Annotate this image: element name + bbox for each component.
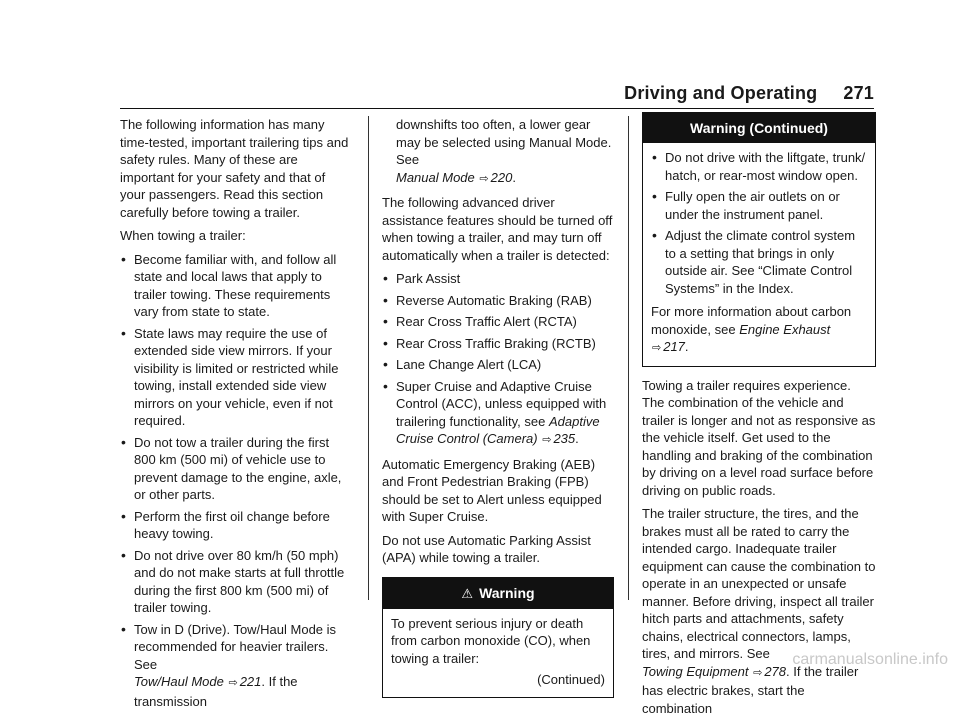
list-item: • Super Cruise and Adaptive Cruise Control (ACC), unless equipped with trailering functionality, see Adaptive Cruise Control (Camera) ⇨ 235. — [382, 378, 614, 450]
towing-lead: When towing a trailer: — [120, 228, 246, 243]
experience-paragraph: Towing a trailer requires experience. The combination of the vehicle and trailer is longer and not as responsive as the vehicle itself. Get used to the handling and braking of the combination by driving on a level road surface before driving on public roads. — [642, 377, 876, 498]
warning-continued-body — [643, 143, 875, 366]
continued-text: downshifts too often, a lower gear may be selected using Manual Mode. See Manual Mode ⇨ 220. — [396, 117, 612, 185]
header-rule — [120, 108, 874, 109]
list-item: • Do not tow a trailer during the first 800 km (500 mi) of vehicle use to prevent damage to the engine, axle, or other parts. — [120, 434, 354, 504]
list-item: • Do not drive with the liftgate, trunk/ hatch, or rear-most window open. — [651, 149, 867, 184]
list-item: • State laws may require the use of extended side view mirrors. If your visibility is limited or restricted while towing, install extended side view mirrors on your vehicle, even if not required. — [120, 325, 354, 430]
list-item: • Fully open the air outlets on or under the instrument panel. — [651, 188, 867, 223]
manual-mode-link[interactable]: Manual Mode — [396, 169, 475, 185]
page-ref-arrow-icon: ⇨ — [542, 434, 552, 446]
towing-equipment-page-ref[interactable]: 278 — [764, 663, 787, 679]
page-ref-arrow-icon: ⇨ — [753, 666, 763, 679]
running-header — [624, 83, 874, 104]
page-number: 271 — [843, 83, 874, 103]
page-ref-arrow-icon: ⇨ — [479, 172, 489, 185]
column-1 — [120, 116, 354, 716]
intro-paragraph: The following information has many time-tested, important trailering tips and safety rules. Many of these are important for your safety and that of your passengers. Read this section carefully before towing a trailer. — [120, 117, 349, 220]
manual-mode-page-ref[interactable]: 220 — [490, 169, 513, 185]
apa-paragraph: Do not use Automatic Parking Assist (APA) while towing a trailer. — [382, 532, 591, 565]
engine-exhaust-page-ref[interactable]: 217 — [663, 339, 685, 354]
aeb-paragraph: Automatic Emergency Braking (AEB) and Front Pedestrian Braking (FPB) should be set to Alert unless equipped with Super Cruise. — [382, 456, 602, 524]
towing-equipment-link[interactable]: Towing Equipment — [642, 663, 749, 679]
column-2 — [382, 116, 614, 698]
warning-continued: (Continued) — [537, 672, 605, 687]
list-item: • Tow in D (Drive). Tow/Haul Mode is recommended for heavier trailers. See Tow/Haul Mode ⇨ 221. If the transmission — [120, 621, 354, 711]
engine-exhaust-link[interactable]: Engine Exhaust — [739, 321, 831, 337]
co-more-info: For more information about carbon monoxide, see Engine Exhaust ⇨ 217. — [651, 304, 852, 354]
acc-page-ref[interactable]: 235 — [553, 431, 576, 446]
tow-haul-page-ref[interactable]: 221 — [239, 674, 262, 689]
towing-tips-list — [120, 251, 354, 711]
warning-title: Warning — [479, 584, 535, 601]
column-divider — [368, 116, 369, 600]
co-safety-list — [651, 149, 867, 297]
list-item: • Rear Cross Traffic Braking (RCTB) — [382, 335, 614, 353]
adas-lead: The following advanced driver assistance features should be turned off when towing a trailer, and may turn off automatically when a trailer is detected: — [382, 195, 613, 263]
list-item: • Do not drive over 80 km/h (50 mph) and do not make starts at full throttle during the first 800 km (500 mi) of trailer towing. — [120, 547, 354, 617]
tow-haul-mode-link[interactable]: Tow/Haul Mode — [134, 674, 224, 689]
warning-box — [382, 577, 614, 698]
warning-triangle-icon: ⚠ — [461, 585, 474, 601]
page-ref-arrow-icon: ⇨ — [228, 677, 238, 689]
page-ref-arrow-icon: ⇨ — [652, 342, 662, 354]
list-item: • Park Assist — [382, 270, 614, 288]
section-title: Driving and Operating — [624, 83, 818, 103]
column-3 — [642, 112, 876, 723]
watermark: carmanualsonline.info — [792, 651, 948, 668]
warning-header — [383, 578, 613, 609]
list-item: • Adjust the climate control system to a setting that brings in only outside air. See “Climate Control Systems” in the Index. — [651, 227, 867, 297]
equipment-paragraph: The trailer structure, the tires, and the brakes must all be rated to carry the intended cargo. Inadequate trailer equipment can cause the combination to operate in an unexpected or unsafe manner. Before driving, inspect all trailer hitch parts and attachments, safety chains, electrical connectors, lamps, tires, and mirrors. See Towing Equipment ⇨ 278. If the trailer has electric brakes, start the combination — [642, 506, 876, 716]
list-item: • Perform the first oil change before heavy towing. — [120, 508, 354, 543]
list-item: • Reverse Automatic Braking (RAB) — [382, 292, 614, 310]
adas-list — [382, 270, 614, 450]
adaptive-cruise-link[interactable]: Adaptive Cruise Control (Camera) — [396, 413, 600, 446]
column-divider — [628, 116, 629, 600]
warning-continued-header: Warning (Continued) — [643, 113, 875, 143]
warning-body — [383, 609, 613, 697]
warning-text: To prevent serious injury or death from carbon monoxide (CO), when towing a trailer: — [391, 615, 591, 666]
list-item: • Rear Cross Traffic Alert (RCTA) — [382, 313, 614, 331]
list-item: • Become familiar with, and follow all state and local laws that apply to trailer towing. These requirements vary from state to state. — [120, 251, 354, 321]
warning-continued-box — [642, 112, 876, 367]
list-item: • Lane Change Alert (LCA) — [382, 356, 614, 374]
